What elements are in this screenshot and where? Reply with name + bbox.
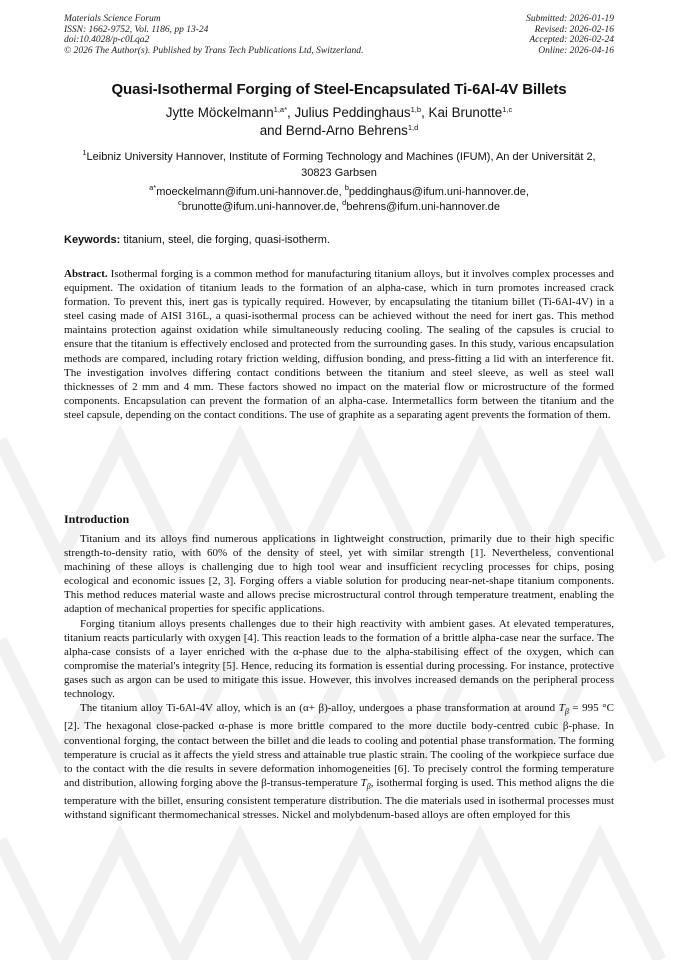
paragraph: Titanium and its alloys find numerous applications in lightweight construction, primarily due to their high specific strength-to-density ratio, with 60% of the density of steel, yet with similar strength [1]. Nevertheless, conventional machining of these alloys is challenging due to high tool wear and insufficient recycling processes for chips, posing ecological and economic issues [2, 3]. Forging offers a viable solution for producing near-net-shape titanium components. This method reduces material waste and allows precise microstructural control through temperature treatment, enabling the adaption of mechanical properties for specific applications. — [64, 533, 614, 616]
email-link[interactable]: peddinghaus@ifum.uni-hannover.de — [348, 186, 526, 198]
email-link[interactable]: behrens@ifum.uni-hannover.de — [346, 200, 500, 213]
introduction-body — [64, 532, 614, 822]
abstract — [64, 267, 614, 422]
paragraph: The titanium alloy Ti-6Al-4V alloy, which is an (α+ β)-alloy, undergoes a phase transformation at around $T_\beta = 995$ °C [2]. The hexagonal close-packed α-phase is more brittle compared to the more ductile body-centred cubic β-phase. In conventional forging, the contact between the billet and die leads to cooling and potential phase transformation. The forming temperature is crucial as it affects the yield stress and attainable true plastic strain. The cooling of the workpiece surface due to the contact with the die results in severe deformation inhomogeneities [6]. To precisely control the forming temperature and distribution, allowing forging above the β-transus-temperature $T_\beta$, isothermal forging is used. This method aligns the die temperature with the billet, ensuring consistent temperature distribution. The die materials used in isothermal processes must withstand significant thermomechanical stresses. Nickel and molybdenum-based alloys are often employed for this — [64, 702, 614, 822]
paragraph: Forging titanium alloys presents challenges due to their high reactivity with ambient gases. At elevated temperatures, titanium reacts particularly with oxygen [4]. This reaction leads to the formation of a brittle alpha-case near the surface. The alpha-case consists of a layer enriched with the α-phase due to the alpha-stabilising effect of the oxygen, which can compromise the material's integrity [5]. Hence, reducing its formation is essential during processing. For instance, protective gases such as argon can be used to mitigate this issue. However, this involves increased demands on the peripheral process technology. — [64, 617, 614, 701]
author-name: Kai Brunotte — [428, 105, 503, 120]
author-affiliation-marker: 1,a* — [273, 105, 288, 114]
date-online: Online: 2026-04-16 — [538, 45, 614, 56]
author-affiliation-marker: 1,d — [407, 123, 419, 132]
author-name: Jytte Möckelmann — [165, 105, 274, 120]
keywords-text: titanium, steel, die forging, quasi-isotherm. — [123, 234, 330, 246]
paper-title: Quasi-Isothermal Forging of Steel-Encapsulated Ti-6Al-4V Billets — [111, 81, 567, 98]
journal-doi: doi:10.4028/p-c0Lqa2 — [64, 35, 150, 46]
author-name: and Bernd-Arno Behrens — [259, 123, 408, 138]
affiliation-text: Leibniz University Hannover, Institute of Forming Technology and Machines (IFUM), An der Universität 2, 30823 Garbsen — [86, 151, 596, 179]
author-name: Julius Peddinghaus — [294, 105, 411, 120]
keywords-label: Keywords: — [64, 234, 121, 246]
author-affiliation-marker: 1,c — [502, 105, 513, 114]
abstract-text: Isothermal forging is a common method for manufacturing titanium alloys, but it involves complex processes and equipment. The oxidation of titanium leads to the formation of an alpha-case, which in turn promotes increased crack formation. To prevent this, inert gas is typically required. However, by encapsulating the titanium billet (Ti-6Al-4V) in a steel casing made of AISI 316L, a quasi-isothermal process can be achieved without the need for inert gas. This method maintains protection against oxidation while simultaneously reducing cooling. The sealing of the capsules is crucial to ensure that the titanium is effectively enclosed and protected from the surrounding gases. In this study, various encapsulation methods are compared, including rotary friction welding, diffusion bonding, and press-fitting a lid with an interference fit. The investigation involves differing contact conditions between the titanium and steel sleeve, as well as steel wall thicknesses of 2 mm and 4 mm. These factors showed no impact on the material flow or microstructure of the formed components. Encapsulation can prevent the formation of an alpha-case. Intermetallics form between the titanium and the steel capsule, depending on the contact conditions. The use of graphite as a separating agent prevents the formation of them. — [64, 268, 614, 421]
section-heading-introduction: Introduction — [64, 512, 130, 526]
publication-dates — [526, 14, 614, 56]
date-submitted: Submitted: 2026-01-19 — [526, 14, 614, 24]
symbol-t-beta: $T_\beta$ — [558, 702, 569, 717]
date-accepted: Accepted: 2026-02-24 — [529, 35, 614, 46]
email-link[interactable]: moeckelmann@ifum.uni-hannover.de — [156, 186, 339, 198]
journal-issn: ISSN: 1662-9752, Vol. 1186, pp 13-24 — [64, 24, 209, 35]
affiliation-marker: 1 — [82, 148, 87, 157]
email-list: $^{a*}$moeckelmann@ifum.uni-hannover.de, $^b$peddinghaus@ifum.uni-hannover.de, $^c$brunotte@ifum.uni-hannover.de, $^d$behrens@ifum.uni-hannover.de — [149, 183, 529, 213]
symbol-t-beta: $T_\beta$ — [360, 776, 371, 791]
date-revised: Revised: 2026-02-16 — [534, 24, 614, 35]
author-affiliation-marker: 1,b — [410, 105, 422, 114]
journal-info — [64, 14, 363, 56]
affiliation — [70, 150, 608, 181]
copyright-notice: © 2026 The Author(s). Published by Trans Tech Publications Ltd, Switzerland. — [64, 45, 364, 56]
abstract-label: Abstract. — [64, 268, 108, 280]
author-list: Jytte Möckelmann$^{1,a*}$, Julius Peddinghaus$^{1,b}$, Kai Brunotte$^{1,c}$ and Bernd-Arno Behrens$^{1,d}$ — [165, 105, 513, 138]
journal-name: Materials Science Forum — [64, 14, 161, 24]
keywords — [64, 234, 614, 246]
email-link[interactable]: brunotte@ifum.uni-hannover.de — [181, 200, 337, 213]
